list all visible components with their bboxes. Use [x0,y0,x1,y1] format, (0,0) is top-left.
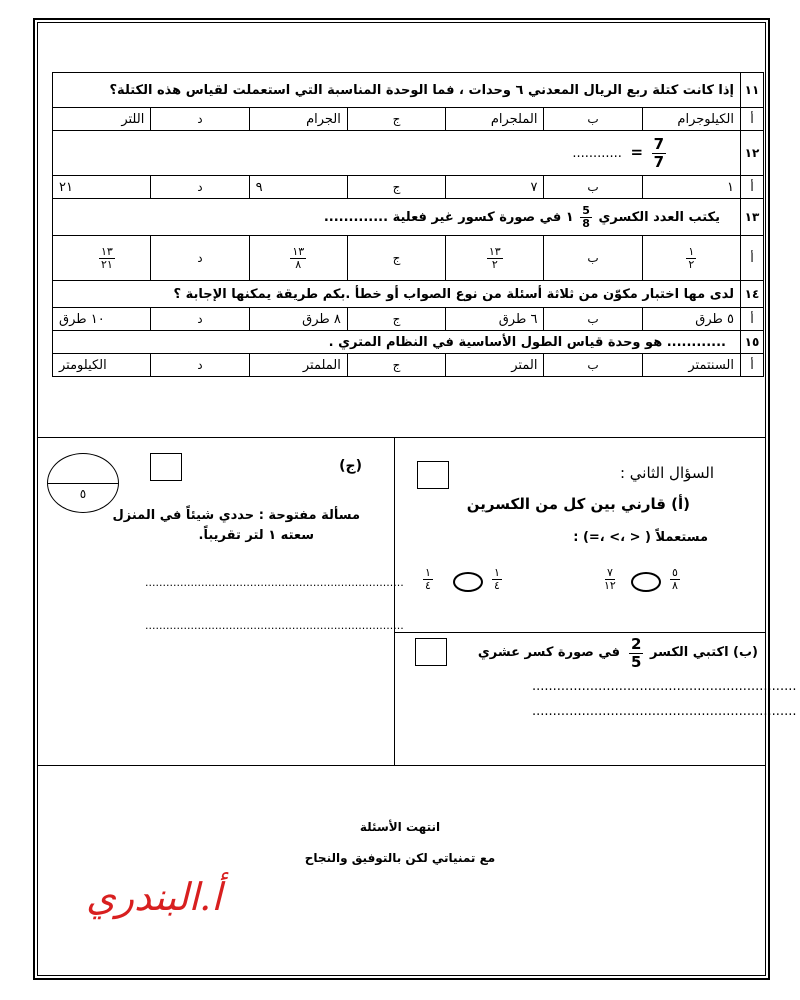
option-text[interactable]: ٨ طرق [249,308,347,331]
option-letter: ب [544,176,642,199]
question-14-row [53,281,764,308]
fraction: $\frac{2}{5}$ [631,635,642,671]
question-stem: لدى مها اختبار مكوّن من ثلاثة أسئلة من نوع الصواب أو خطأ .بكم طريقة يمكنها الإجابة ؟ [53,281,741,308]
mixed-fraction-part: $\frac{5}{8}$ [582,203,590,230]
part-b-title: (ب) اكتبي الكسر [650,645,758,660]
option-letter: أ [741,308,764,331]
option-letter: ج [347,108,445,131]
option-text[interactable]: الكيلومتر [53,354,151,377]
question-stem: إذا كانت كتلة ربع الريال المعدني ٦ وحدات ، فما الوحدة المناسبة التي استعملت لقياس هذه الكتلة؟ [53,73,741,108]
total-score: ٥ [79,487,87,501]
stem-text: يكتب العدد الكسري [598,209,720,225]
answer-line[interactable]: ................................................................ [532,679,797,694]
option-letter: أ [741,354,764,377]
fraction: ٥ ٨ [672,566,678,592]
option-text[interactable]: ٩ [249,176,347,199]
option-text[interactable]: السنتمتر [642,354,740,377]
answer-line[interactable]: .......................................................................... [145,576,404,589]
option-letter: ب [544,236,642,281]
option-letter: ب [544,354,642,377]
question-13-row [53,199,764,236]
option-fraction[interactable]: $\frac{١٣}{٨}$ [249,236,347,281]
column-divider [394,437,395,765]
question-number: ١٥ [741,331,764,354]
compare-circle[interactable] [453,572,483,592]
part-a-instruction: مستعملاً ( < ،> ،=) : [573,530,708,545]
fraction: ٧ ١٢ [604,566,616,592]
option-letter: ج [347,308,445,331]
option-letter: ب [544,108,642,131]
part-c-text: سعته ١ لتر تقريباً. [198,528,314,543]
question-number: ١١ [741,73,764,108]
question-13-options [53,236,764,281]
question-11-row [53,73,764,108]
question-stem [53,199,741,236]
option-letter: د [151,308,249,331]
part-a-title: (أ) قارني بين كل من الكسرين [466,495,690,513]
score-box[interactable] [417,461,449,489]
option-letter: أ [741,108,764,131]
section-divider [394,632,766,633]
option-letter: ب [544,308,642,331]
part-b-instruction: في صورة كسر عشري [477,645,620,660]
option-letter: ج [347,236,445,281]
part-c-text: مسألة مفتوحة : حددي شيئاً في المنزل [112,508,360,523]
option-text[interactable]: ٧ [446,176,544,199]
question-14-options [53,308,764,331]
questions-table [52,72,764,377]
stem-text: في صورة كسور غير فعلية ............. [323,209,562,225]
option-letter: أ [741,176,764,199]
option-letter: د [151,108,249,131]
option-letter: د [151,236,249,281]
fraction: $\frac{7}{7}$ [653,134,664,171]
option-text[interactable]: ١ [642,176,740,199]
option-letter: ج [347,176,445,199]
question-2-title: السؤال الثاني : [619,464,714,482]
option-text[interactable]: المتر [446,354,544,377]
closing-wish: مع تمنياتي لكن بالتوفيق والنجاح [304,851,496,865]
question-12-options [53,176,764,199]
question-12-row [53,131,764,176]
score-box[interactable] [415,638,447,666]
option-text[interactable]: الملمتر [249,354,347,377]
score-box[interactable] [150,453,182,481]
option-text[interactable]: ١٠ طرق [53,308,151,331]
option-text[interactable]: اللتر [53,108,151,131]
compare-circle[interactable] [631,572,661,592]
equals-sign: = [630,142,644,161]
section-divider [37,765,766,766]
question-stem: ............ هو وحدة قياس الطول الأساسية في النظام المتري . [53,331,741,354]
fraction: ١ ٤ [425,566,431,592]
teacher-signature: أ.البندري [86,875,222,919]
option-letter: ج [347,354,445,377]
option-fraction[interactable]: $\frac{١٣}{٢}$ [446,236,544,281]
option-text[interactable]: الملجرام [446,108,544,131]
option-letter: أ [741,236,764,281]
question-number: ١٢ [741,131,764,176]
section-divider [37,437,766,438]
option-text[interactable]: ٦ طرق [446,308,544,331]
question-number: ١٤ [741,281,764,308]
end-of-questions: انتهت الأسئلة [359,820,441,834]
option-text[interactable]: الكيلوجرام [642,108,740,131]
question-15-row [53,331,764,354]
fraction: ١ ٤ [494,566,500,592]
option-text[interactable]: ٢١ [53,176,151,199]
answer-line[interactable]: .......................................................................... [145,619,404,632]
option-text[interactable]: الجرام [249,108,347,131]
question-stem [53,131,741,176]
option-letter: د [151,176,249,199]
mixed-whole: ١ [565,209,574,225]
part-c-label: (ج) [339,458,362,474]
option-text[interactable]: ٥ طرق [642,308,740,331]
option-letter: د [151,354,249,377]
option-fraction[interactable]: $\frac{١٣}{٢١}$ [53,236,151,281]
question-11-options [53,108,764,131]
question-number: ١٣ [741,199,764,236]
answer-blank: ............ [572,145,622,161]
answer-line[interactable]: ................................................................ [532,704,797,719]
question-15-options [53,354,764,377]
total-score-circle [47,453,119,513]
option-fraction[interactable]: $\frac{١}{٢}$ [642,236,740,281]
